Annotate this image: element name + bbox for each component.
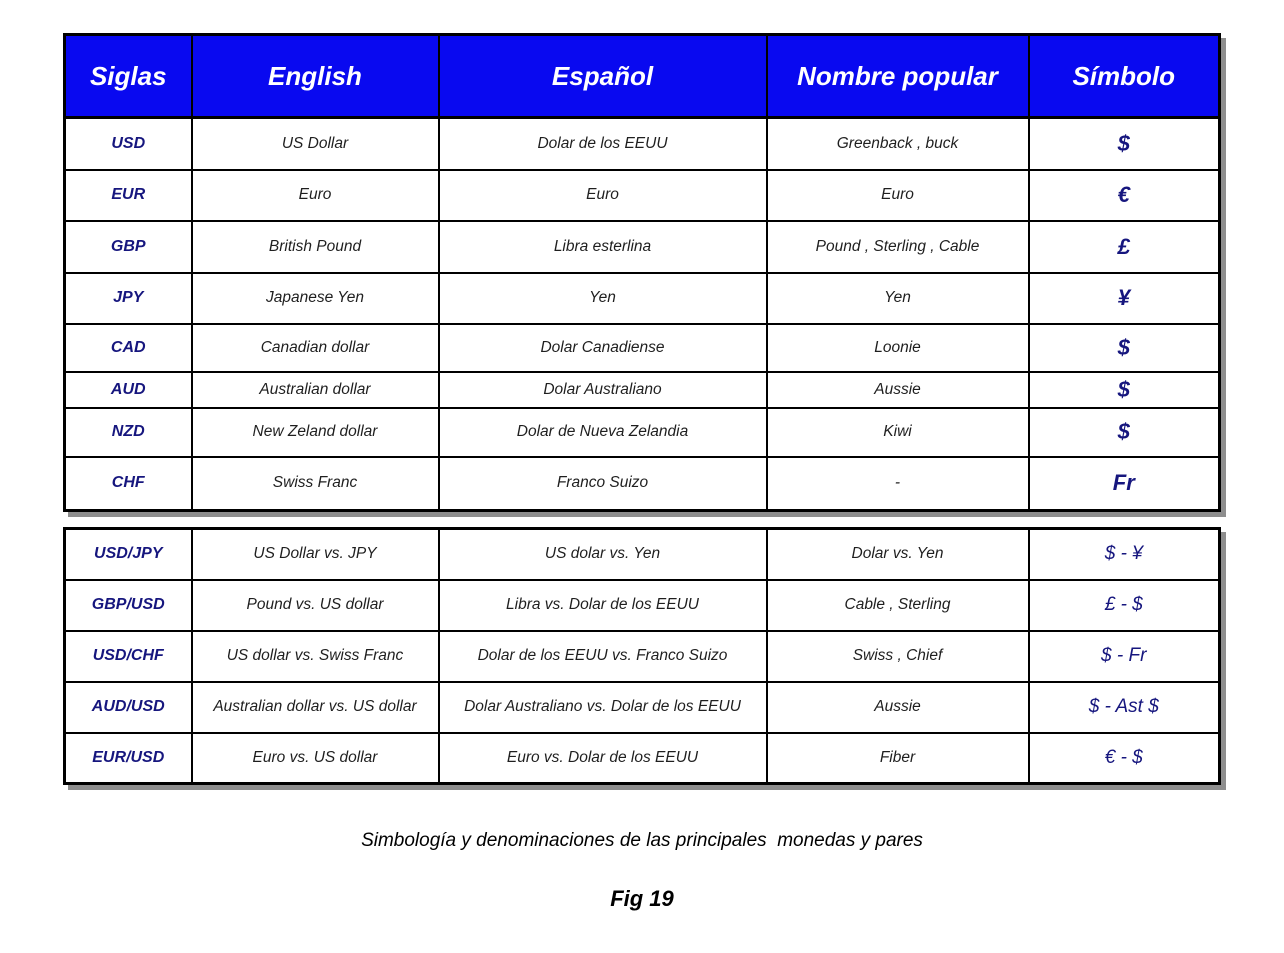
cell-english: Euro vs. US dollar (192, 733, 439, 784)
cell-espanol: Dolar Australiano (439, 372, 767, 408)
cell-siglas: AUD (65, 372, 192, 408)
cell-siglas: EUR/USD (65, 733, 192, 784)
cell-popular: Euro (767, 170, 1029, 221)
cell-espanol: Dolar de los EEUU vs. Franco Suizo (439, 631, 767, 682)
cell-simbolo: $ - ¥ (1029, 529, 1220, 580)
cell-siglas: JPY (65, 273, 192, 324)
cell-english: US Dollar (192, 118, 439, 170)
cell-espanol: Dolar Canadiense (439, 324, 767, 372)
row-usdchf (65, 631, 1220, 682)
cell-espanol: Franco Suizo (439, 457, 767, 511)
cell-simbolo: € (1029, 170, 1220, 221)
cell-popular: Greenback , buck (767, 118, 1029, 170)
row-aud (65, 372, 1220, 408)
cell-espanol: Dolar de Nueva Zelandia (439, 408, 767, 457)
cell-espanol: Yen (439, 273, 767, 324)
row-eurusd (65, 733, 1220, 784)
currency-table (63, 33, 1221, 512)
cell-siglas: USD/JPY (65, 529, 192, 580)
row-gbpusd (65, 580, 1220, 631)
cell-siglas: NZD (65, 408, 192, 457)
cell-english: Australian dollar vs. US dollar (192, 682, 439, 733)
cell-popular: Swiss , Chief (767, 631, 1029, 682)
cell-popular: Pound , Sterling , Cable (767, 221, 1029, 273)
header-english: English (192, 35, 439, 118)
row-nzd (65, 408, 1220, 457)
cell-espanol: Libra vs. Dolar de los EEUU (439, 580, 767, 631)
cell-english: US Dollar vs. JPY (192, 529, 439, 580)
figure-caption: Simbología y denominaciones de las principales monedas y pares (361, 830, 923, 851)
cell-english: Australian dollar (192, 372, 439, 408)
cell-english: Swiss Franc (192, 457, 439, 511)
row-cad (65, 324, 1220, 372)
row-usdjpy (65, 529, 1220, 580)
cell-simbolo: $ (1029, 372, 1220, 408)
cell-espanol: Dolar Australiano vs. Dolar de los EEUU (439, 682, 767, 733)
cell-popular: Fiber (767, 733, 1029, 784)
cell-simbolo: € - $ (1029, 733, 1220, 784)
currency-pairs-table (63, 527, 1221, 785)
cell-popular: Kiwi (767, 408, 1029, 457)
cell-popular: Cable , Sterling (767, 580, 1029, 631)
cell-simbolo: $ (1029, 408, 1220, 457)
cell-english: British Pound (192, 221, 439, 273)
cell-simbolo: £ - $ (1029, 580, 1220, 631)
cell-simbolo: £ (1029, 221, 1220, 273)
cell-espanol: Libra esterlina (439, 221, 767, 273)
header-siglas: Siglas (65, 35, 192, 118)
cell-popular: Loonie (767, 324, 1029, 372)
cell-english: US dollar vs. Swiss Franc (192, 631, 439, 682)
row-jpy (65, 273, 1220, 324)
cell-simbolo: ¥ (1029, 273, 1220, 324)
cell-popular: Yen (767, 273, 1029, 324)
cell-siglas: EUR (65, 170, 192, 221)
cell-english: Canadian dollar (192, 324, 439, 372)
row-gbp (65, 221, 1220, 273)
cell-siglas: GBP/USD (65, 580, 192, 631)
cell-siglas: AUD/USD (65, 682, 192, 733)
cell-popular: Aussie (767, 682, 1029, 733)
header-simbolo: Símbolo (1029, 35, 1220, 118)
cell-espanol: US dolar vs. Yen (439, 529, 767, 580)
cell-popular: Dolar vs. Yen (767, 529, 1029, 580)
cell-siglas: GBP (65, 221, 192, 273)
cell-simbolo: Fr (1029, 457, 1220, 511)
cell-simbolo: $ (1029, 324, 1220, 372)
cell-simbolo: $ (1029, 118, 1220, 170)
header-nombre-popular: Nombre popular (767, 35, 1029, 118)
figure-number: Fig 19 (610, 886, 674, 911)
cell-siglas: USD/CHF (65, 631, 192, 682)
cell-english: Euro (192, 170, 439, 221)
header-espanol: Español (439, 35, 767, 118)
cell-simbolo: $ - Ast $ (1029, 682, 1220, 733)
row-eur (65, 170, 1220, 221)
cell-espanol: Dolar de los EEUU (439, 118, 767, 170)
cell-popular: Aussie (767, 372, 1029, 408)
cell-espanol: Euro (439, 170, 767, 221)
cell-english: Pound vs. US dollar (192, 580, 439, 631)
cell-siglas: CAD (65, 324, 192, 372)
cell-siglas: CHF (65, 457, 192, 511)
cell-english: Japanese Yen (192, 273, 439, 324)
cell-siglas: USD (65, 118, 192, 170)
row-chf (65, 457, 1220, 511)
cell-simbolo: $ - Fr (1029, 631, 1220, 682)
cell-espanol: Euro vs. Dolar de los EEUU (439, 733, 767, 784)
row-usd (65, 118, 1220, 170)
cell-english: New Zeland dollar (192, 408, 439, 457)
row-audusd (65, 682, 1220, 733)
cell-popular: - (767, 457, 1029, 511)
currency-table-header-row (65, 35, 1220, 118)
